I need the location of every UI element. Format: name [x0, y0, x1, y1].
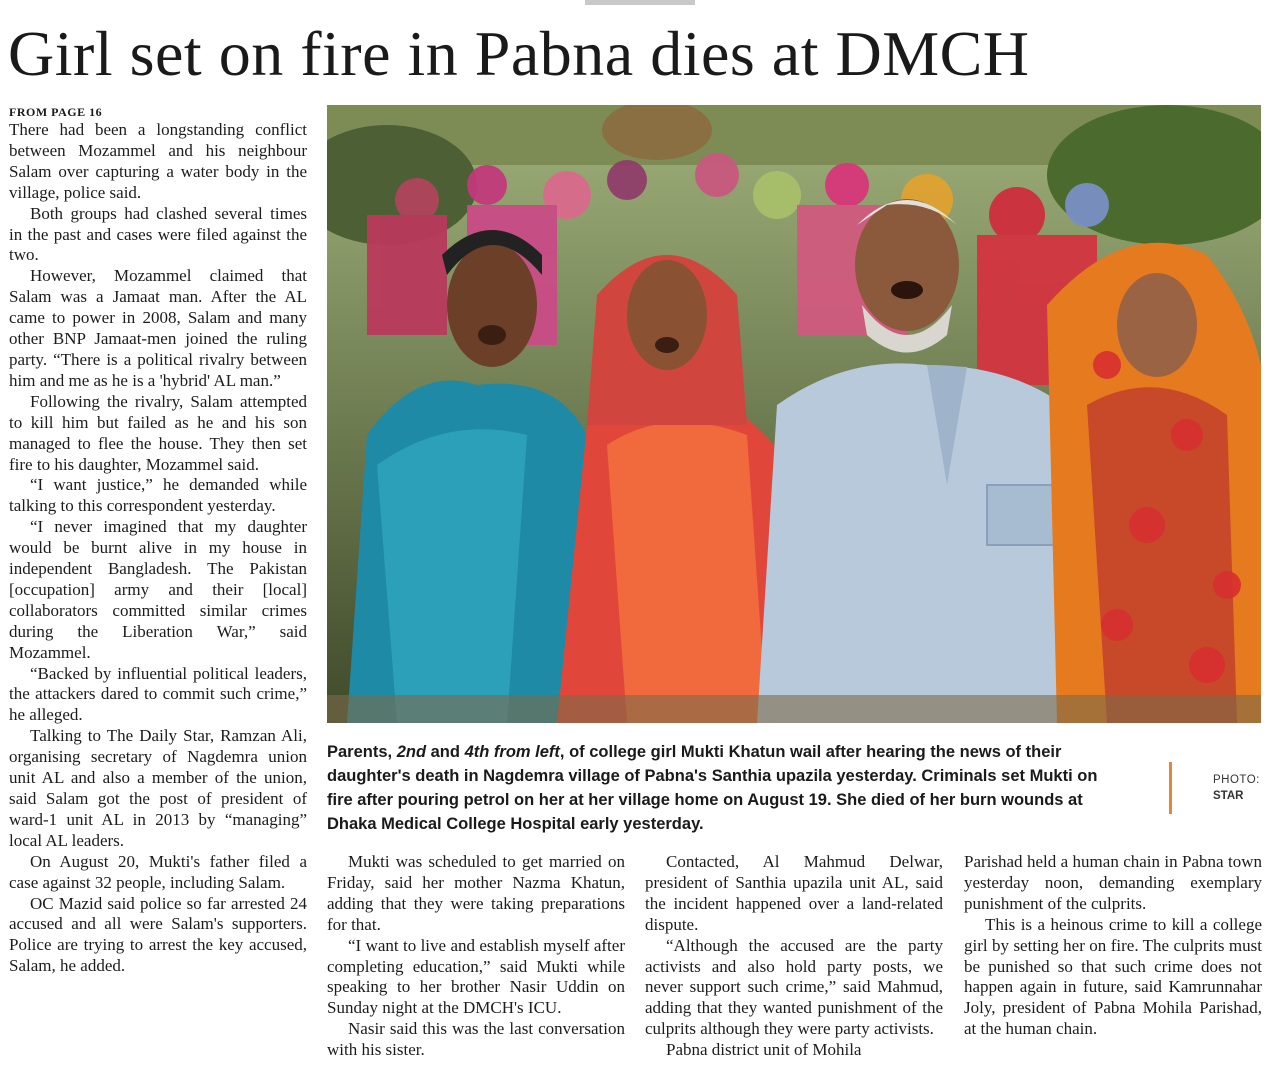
- paragraph: There had been a longstanding conflict between Mozammel and his neighbour Salam over capturing a water body in the village, police said.: [9, 120, 307, 202]
- article-column-1: [9, 120, 307, 1086]
- paragraph: “Although the accused are the party activists and also hold party posts, we never support such crime,” said Mahmud, adding that they wanted punishment of the culprits although they were party activists.: [645, 935, 943, 1039]
- article-column-4: [964, 852, 1262, 1086]
- caption-emphasis: 2nd: [396, 743, 427, 761]
- credit-source: STAR: [1213, 790, 1244, 802]
- credit-divider: [1169, 762, 1172, 814]
- caption-text: Parents,: [327, 743, 397, 761]
- article-column-3: [645, 852, 943, 1086]
- paragraph: “I never imagined that my daughter would be burnt alive in my house in independent Bangladesh. The Pakistan [occupation] army and their [local] collaborators committed similar crimes during the Liberation War,” said Mozammel.: [9, 517, 307, 662]
- paragraph: Pabna district unit of Mohila: [666, 1040, 862, 1060]
- paragraph: “I want to live and establish myself after completing education,” said Mukti while speaking to her brother Nasir Uddin on Sunday night at the DMCH's ICU.: [327, 935, 625, 1018]
- article-column-2: [327, 852, 625, 1086]
- photo-illustration: [327, 105, 1261, 723]
- paragraph: OC Mazid said police so far arrested 24 accused and all were Salam's supporters. Police are trying to arrest the key accused, Salam, he added.: [9, 893, 307, 976]
- paragraph: Parishad held a human chain in Pabna town yesterday noon, demanding exemplary punishment of the culprits.: [964, 852, 1262, 913]
- paragraph: Mukti was scheduled to get married on Friday, said her mother Nazma Khatun, adding that they were taking preparations for that.: [327, 852, 625, 934]
- paragraph: “Backed by influential political leaders, the attackers dared to commit such crime,” he alleged.: [9, 663, 307, 725]
- credit-label: PHOTO:: [1213, 774, 1260, 786]
- paragraph: This is a heinous crime to kill a college girl by setting her on fire. The culprits must be punished so that such crime does not happen again in future, said Kamrunnahar Joly, president of Pabna Mohila Parishad, at the human chain.: [964, 914, 1262, 1039]
- paragraph: On August 20, Mukti's father filed a case against 32 people, including Salam.: [9, 851, 307, 892]
- jump-from-label: FROM PAGE 16: [9, 105, 103, 119]
- caption-emphasis: 4th from left: [464, 743, 560, 761]
- news-photo: [327, 105, 1261, 723]
- paragraph: Both groups had clashed several times in the past and cases were filed against the two.: [9, 203, 307, 265]
- caption-text: , of college girl Mukti Khatun wail after hearing the news of their daughter's death in Nagdemra village of Pabna's Santhia upazila yesterday. Criminals set Mukti on fire after pouring petrol on her at her village home on August 19. She died of her burn wounds at Dhaka Medical College Hospital early yesterday.: [327, 743, 1098, 833]
- paragraph: Following the rivalry, Salam attempted to kill him but failed as he and his son managed to flee the house. They then set fire to his daughter, Mozammel said.: [9, 391, 307, 474]
- paragraph: Nasir said this was the last conversation with his sister.: [327, 1019, 625, 1060]
- paragraph: However, Mozammel claimed that Salam was a Jamaat man. After the AL came to power in 2008, Salam and many other BNP Jamaat-men joined the ruling party. “There is a political rivalry between him and me as he is a 'hybrid' AL man.”: [9, 266, 307, 390]
- paragraph: “I want justice,” he demanded while talking to this correspondent yesterday.: [9, 475, 307, 516]
- caption-text: and: [426, 743, 465, 761]
- photo-caption: [327, 740, 1127, 840]
- headline: Girl set on fire in Pabna dies at DMCH: [8, 18, 1030, 89]
- top-rule: [585, 0, 695, 5]
- paragraph: Contacted, Al Mahmud Delwar, president of Santhia upazila unit AL, said the incident happened over a land-related dispute.: [645, 852, 943, 934]
- paragraph: Talking to The Daily Star, Ramzan Ali, organising secretary of Nagdemra union unit AL and also a member of the union, said Salam got the post of president of ward-1 unit AL in 2013 by “managing” local AL leaders.: [9, 726, 307, 850]
- photo-credit: [1213, 772, 1273, 806]
